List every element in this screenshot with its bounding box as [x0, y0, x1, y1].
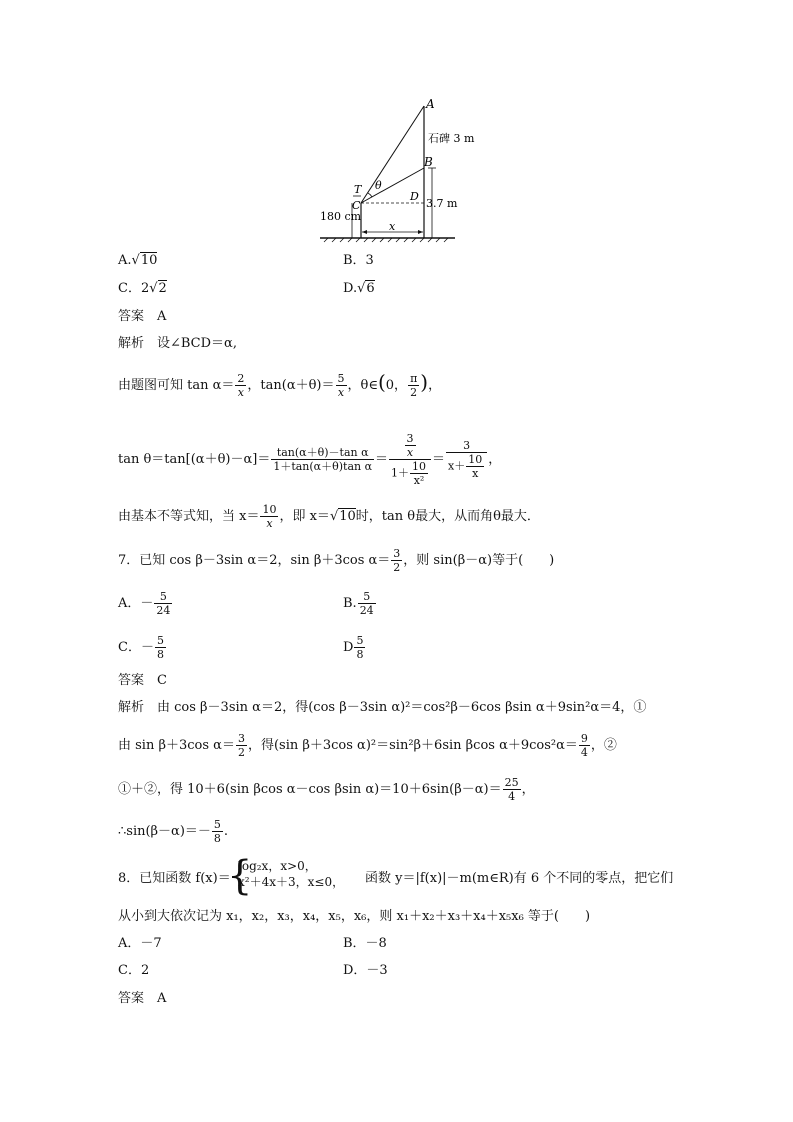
q7-option-c: C．－ $\frac{5}{8}$ — [118, 634, 164, 661]
label-theta: θ — [375, 179, 382, 192]
label-a: A — [426, 97, 435, 111]
q6-analysis-4: 由基本不等式知，当 x＝ $\frac{10}{x}$ ，即 x＝√10时，tan θ最大，从而角θ最大． — [118, 503, 540, 530]
q8-stem-1: 8．已知函数 f(x)＝ — [118, 871, 231, 886]
q6-analysis-1: 解析 设∠BCD＝α, — [118, 336, 237, 351]
q7-analysis-2: 由 sin β＋3cos α＝ $\frac{3}{2}$ ，得(sin β＋3cos α)²＝sin²β＋6sin βcos α＋9cos²α＝ $\frac{9}{4}$ ，② — [118, 732, 617, 759]
q8-answer: 答案 A — [118, 991, 167, 1006]
q7-option-d: D $\frac{5}{8}$ — [343, 634, 364, 661]
q7-answer: 答案 C — [118, 673, 167, 688]
x-label: x — [389, 220, 396, 233]
cm-label: 180 cm — [320, 210, 362, 223]
q8-option-a: A．－7 — [118, 936, 162, 951]
q6-option-d: D.√6 — [343, 281, 375, 296]
piecewise-cases: log₂x，x>0， x²＋4x＋3，x≤0， — [238, 859, 345, 889]
q6-option-b: B．3 — [343, 253, 374, 268]
q6-option-c: C．2√2 — [118, 281, 167, 296]
q6-analysis-3: tan θ＝tan[(α＋θ)－α]＝ $\frac{\text{tan(α＋θ)－tan α}}{\text{1＋tan(α＋θ)tan α}}$ ＝ $\frac{3}{x}$ 1＋ $\frac{10}{\text{x²}}$ ＝ 3 x＋ $\frac{10}{x}$ ， — [118, 432, 502, 487]
q7-analysis-3: ①＋②，得 10＋6(sin βcos α－cos βsin α)＝10＋6sin(β－α)＝ $\frac{25}{4}$ ， — [118, 776, 535, 803]
q7-analysis-1: 解析 由 cos β－3sin α＝2，得(cos β－3sin α)²＝cos²β－6cos βsin α＋9sin²α＝4，① — [118, 700, 647, 715]
q8-stem-2: 函数 y＝|f(x)|－m(m∈R)有 6 个不同的零点，把它们 — [365, 871, 674, 886]
geometry-figure — [0, 0, 793, 250]
label-b: B — [424, 155, 433, 169]
label-d: D — [410, 190, 419, 203]
label-t: T — [354, 183, 362, 196]
q7-analysis-4: ∴sin(β－α)＝－ $\frac{5}{8}$ . — [118, 818, 229, 845]
q8-option-c: C．2 — [118, 963, 150, 978]
q8-stem-3: 从小到大依次记为 x₁，x₂，x₃，x₄，x₅，x₆，则 x₁＋x₂＋x₃＋x₄＋x₅x₆ 等于( ) — [118, 909, 591, 924]
piecewise-brace: { — [227, 853, 253, 899]
q7-option-b: B. $\frac{5}{24}$ — [343, 590, 374, 617]
q8-option-d: D．－3 — [343, 963, 388, 978]
q8-option-b: B．－8 — [343, 936, 387, 951]
q7-option-a: A．－ $\frac{5}{24}$ — [118, 590, 171, 617]
stone-label: 石碑 3 m — [428, 132, 475, 145]
q6-analysis-2: 由题图可知 tan α＝ $\frac{2}{x}$ ，tan(α＋θ)＝ $\frac{5}{x}$ ，θ∈(0， $\frac{\pi}{2}$ )， — [118, 370, 442, 399]
q7-stem: 7．已知 cos β－3sin α＝2，sin β＋3cos α＝ $\frac{3}{2}$ ，则 sin(β－α)等于( ) — [118, 547, 555, 574]
q6-answer: 答案 A — [118, 309, 167, 324]
q6-option-a: A.√10 — [118, 253, 158, 268]
label-c: C — [352, 199, 361, 212]
height-label: 3.7 m — [426, 197, 458, 210]
